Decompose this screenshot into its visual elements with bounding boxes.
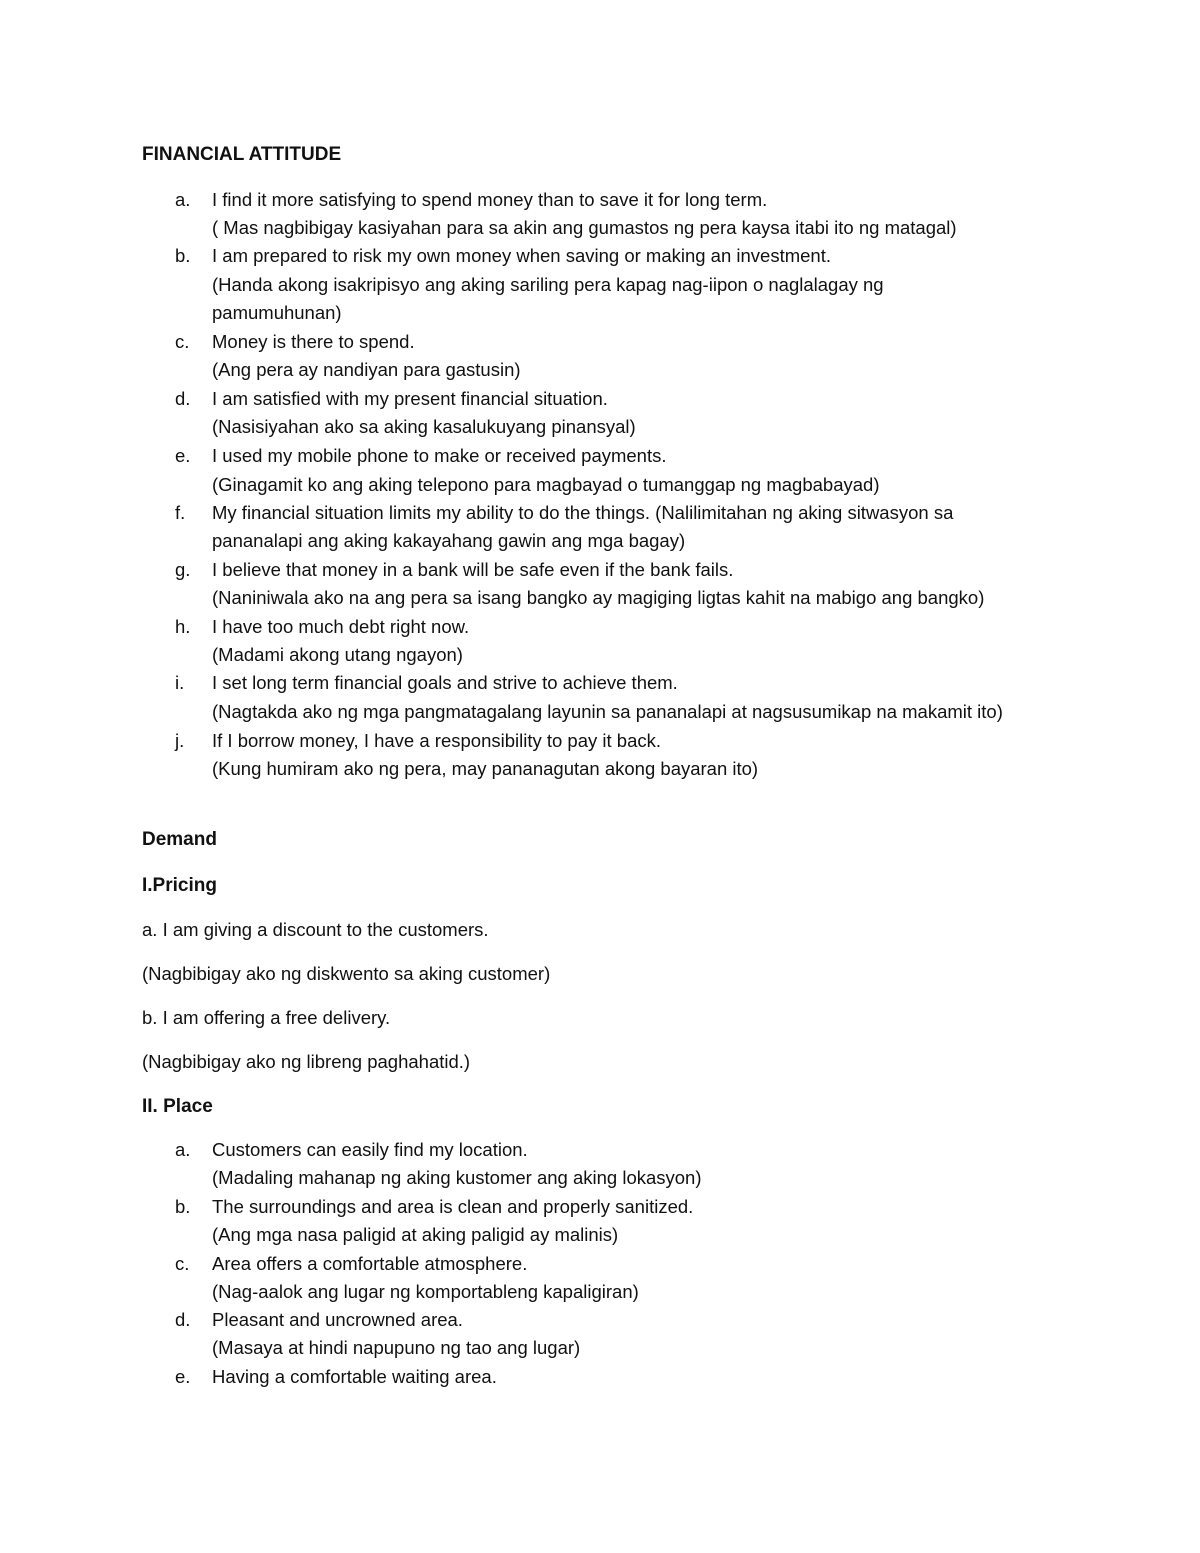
subsection-title-place: II. Place <box>142 1096 213 1117</box>
list-item-translation: (Naniniwala ako na ang pera sa isang bangko ay magiging ligtas kahit na mabigo ang bangko) <box>212 587 985 608</box>
list-item-translation: (Ginagamit ko ang aking telepono para magbayad o tumanggap ng magbabayad) <box>212 474 880 495</box>
list-item-text: Having a comfortable waiting area. <box>212 1366 497 1387</box>
list-marker: c. <box>175 1253 190 1274</box>
list-item-translation: (Nasisiyahan ako sa aking kasalukuyang pinansyal) <box>212 416 636 437</box>
list-item-text: If I borrow money, I have a responsibility to pay it back. <box>212 730 662 751</box>
list-item-translation: (Masaya at hindi napupuno ng tao ang lugar) <box>212 1337 581 1358</box>
list-item-translation: (Ang mga nasa paligid at aking paligid ay malinis) <box>212 1224 619 1245</box>
list-item-text: I find it more satisfying to spend money than to save it for long term. <box>212 189 768 210</box>
list-item-translation: ( Mas nagbibigay kasiyahan para sa akin ang gumastos ng pera kaysa itabi ito ng matagal) <box>212 217 957 238</box>
list-item-text: I set long term financial goals and strive to achieve them. <box>212 672 678 693</box>
list-item-text: Pleasant and uncrowned area. <box>212 1309 463 1330</box>
section-title-demand: Demand <box>142 829 217 850</box>
list-item-text: Area offers a comfortable atmosphere. <box>212 1253 528 1274</box>
list-item-text: The surroundings and area is clean and properly sanitized. <box>212 1196 694 1217</box>
list-item-text: I used my mobile phone to make or received payments. <box>212 445 667 466</box>
list-item-translation: (Nag-aalok ang lugar ng komportableng kapaligiran) <box>212 1281 639 1302</box>
pricing-paragraph: b. I am offering a free delivery. <box>142 1007 391 1028</box>
section-title-financial-attitude: FINANCIAL ATTITUDE <box>142 144 342 165</box>
list-marker: a. <box>175 1139 191 1160</box>
list-item-translation: (Madami akong utang ngayon) <box>212 644 463 665</box>
list-marker: d. <box>175 388 191 409</box>
list-item-text: I believe that money in a bank will be safe even if the bank fails. <box>212 559 734 580</box>
list-item-translation: (Madaling mahanap ng aking kustomer ang aking lokasyon) <box>212 1167 702 1188</box>
list-marker: e. <box>175 445 191 466</box>
list-marker: b. <box>175 245 191 266</box>
list-item-translation: (Nagtakda ako ng mga pangmatagalang layunin sa pananalapi at nagsusumikap na makamit ito) <box>212 701 1003 722</box>
pricing-paragraph: (Nagbibigay ako ng libreng paghahatid.) <box>142 1051 471 1072</box>
pricing-paragraph: (Nagbibigay ako ng diskwento sa aking customer) <box>142 963 551 984</box>
list-item-translation: (Handa akong isakripisyo ang aking sariling pera kapag nag-iipon o naglalagay ng <box>212 274 884 295</box>
list-marker: i. <box>175 672 185 693</box>
list-marker: d. <box>175 1309 191 1330</box>
list-item-text: I am satisfied with my present financial situation. <box>212 388 608 409</box>
list-marker: h. <box>175 616 191 637</box>
list-item-translation: (Kung humiram ako ng pera, may pananagutan akong bayaran ito) <box>212 758 759 779</box>
list-item-translation: pananalapi ang aking kakayahang gawin ang mga bagay) <box>212 530 686 551</box>
pricing-paragraph: a. I am giving a discount to the customers. <box>142 919 489 940</box>
subsection-title-pricing: I.Pricing <box>142 875 217 896</box>
list-marker: b. <box>175 1196 191 1217</box>
list-item-translation: (Ang pera ay nandiyan para gastusin) <box>212 359 521 380</box>
list-item-text: My financial situation limits my ability to do the things. (Nalilimitahan ng aking sitwasyon sa <box>212 502 954 523</box>
list-item-text: Customers can easily find my location. <box>212 1139 528 1160</box>
list-item-text: I have too much debt right now. <box>212 616 470 637</box>
list-marker: c. <box>175 331 190 352</box>
list-item-translation: pamumuhunan) <box>212 302 342 323</box>
list-marker: e. <box>175 1366 191 1387</box>
list-item-text: I am prepared to risk my own money when saving or making an investment. <box>212 245 832 266</box>
list-marker: g. <box>175 559 191 580</box>
list-item-text: Money is there to spend. <box>212 331 415 352</box>
list-marker: f. <box>175 502 186 523</box>
list-marker: j. <box>175 730 185 751</box>
list-marker: a. <box>175 189 191 210</box>
